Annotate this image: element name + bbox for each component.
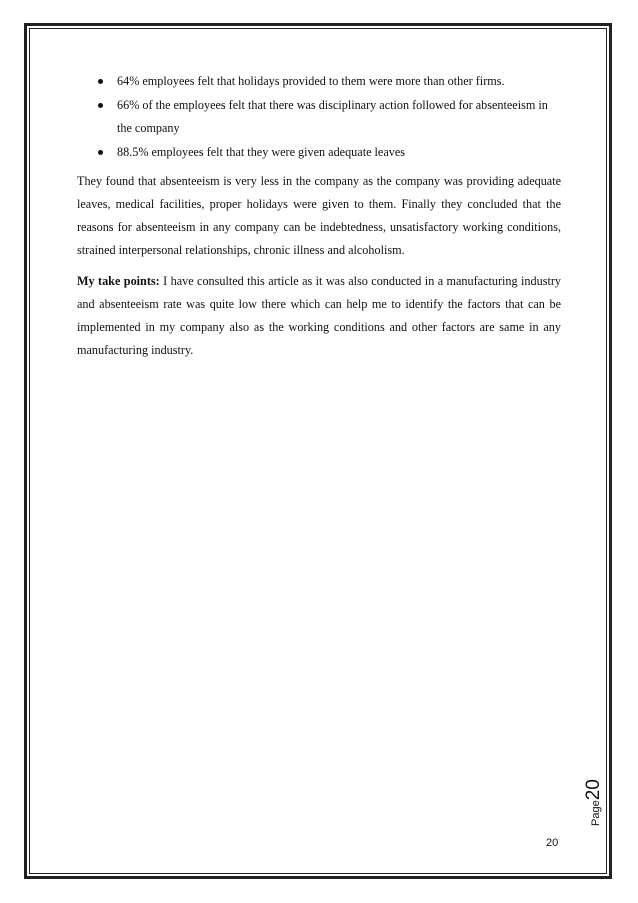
- take-points-paragraph: [77, 270, 561, 362]
- side-page-marker: [583, 779, 605, 826]
- bullet-item: [77, 141, 561, 164]
- take-points-text: I have consulted this article as it was also conducted in a manufacturing industry and absenteeism rate was quite low there which can help me to identify the factors that can be implemented in my company also as the working conditions and other factors are same in any manufacturing industry.: [77, 274, 561, 357]
- bullet-item: [77, 94, 561, 140]
- side-page-label: Page: [590, 800, 602, 826]
- page-content: [77, 70, 561, 362]
- bullet-item: [77, 70, 561, 93]
- bullet-text: 66% of the employees felt that there was disciplinary action followed for absenteeism in the company: [117, 98, 548, 135]
- bullet-text: 88.5% employees felt that they were given adequate leaves: [117, 145, 405, 159]
- bullet-icon: [98, 103, 103, 108]
- findings-paragraph: They found that absenteeism is very less in the company as the company was providing adequate leaves, medical facilities, proper holidays were given to them. Finally they concluded that the reasons for absenteeism in any company can be indebtedness, unsatisfactory working conditions, strained interpersonal relationships, chronic illness and alcoholism.: [77, 174, 561, 257]
- side-page-number: 20: [583, 779, 604, 801]
- footer-page-number: 20: [546, 837, 559, 849]
- bullet-text: 64% employees felt that holidays provided to them were more than other firms.: [117, 74, 505, 88]
- take-points-heading: My take points:: [77, 274, 160, 288]
- bullet-icon: [98, 79, 103, 84]
- bullet-icon: [98, 150, 103, 155]
- bullet-list: [77, 70, 561, 164]
